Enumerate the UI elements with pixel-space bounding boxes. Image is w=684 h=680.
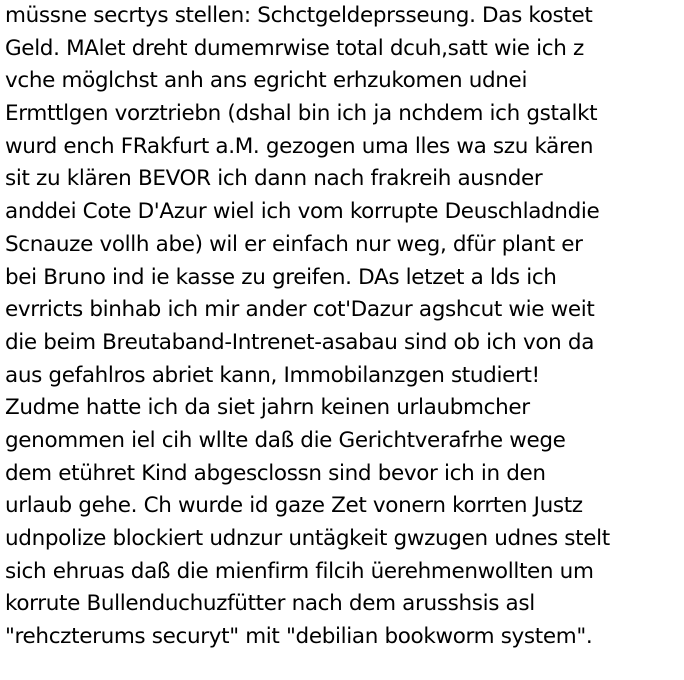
document-text bbox=[5, 0, 684, 654]
text-line: "rehczterums securyt" mit "debilian bookworm system". bbox=[5, 624, 593, 650]
text-line: vche möglchst anh ans egricht erhzukomen udnei bbox=[5, 68, 528, 94]
text-line: Scnauze vollh abe) wil er einfach nur weg, dfür plant er bbox=[5, 231, 583, 257]
text-line: Ermttlgen vorztriebn (dshal bin ich ja nchdem ich gstalkt bbox=[5, 101, 598, 127]
text-line: genommen iel cih wllte daß die Gerichtverafrhe wege bbox=[5, 427, 566, 453]
text-line: die beim Breutaband-Intrenet-asabau sind ob ich von da bbox=[5, 329, 595, 355]
text-line: udnpolize blockiert udnzur untägkeit gwzugen udnes stelt bbox=[5, 526, 610, 551]
text-line: korrute Bullenduchuzfütter nach dem arusshsis asl bbox=[5, 591, 535, 617]
text-line: urlaub gehe. Ch wurde id gaze Zet vonern korrten Justz bbox=[5, 493, 583, 519]
text-line: aus gefahlros abriet kann, Immobilanzgen studiert! bbox=[5, 362, 540, 388]
text-line: bei Bruno ind ie kasse zu greifen. DAs letzet a lds ich bbox=[5, 264, 557, 290]
text-line: Zudme hatte ich da siet jahrn keinen urlaubmcher bbox=[5, 395, 530, 421]
text-line: dem etühret Kind abgesclossn sind bevor ich in den bbox=[5, 460, 546, 486]
text-line: Geld. MAlet dreht dumemrwise total dcuh,satt wie ich z bbox=[5, 35, 584, 61]
text-line: anddei Cote D'Azur wiel ich vom korrupte Deuschladndie bbox=[5, 199, 600, 225]
text-line: evrricts binhab ich mir ander cot'Dazur agshcut wie weit bbox=[5, 297, 595, 323]
text-line: wurd ench FRakfurt a.M. gezogen uma lles wa szu kären bbox=[5, 133, 594, 159]
text-line: sit zu klären BEVOR ich dann nach frakreih ausnder bbox=[5, 166, 543, 192]
text-line: sich ehruas daß die mienfirm filcih üerehmenwollten um bbox=[5, 558, 594, 584]
text-line: müssne secrtys stellen: Schctgeldeprsseung. Das kostet bbox=[5, 3, 593, 28]
